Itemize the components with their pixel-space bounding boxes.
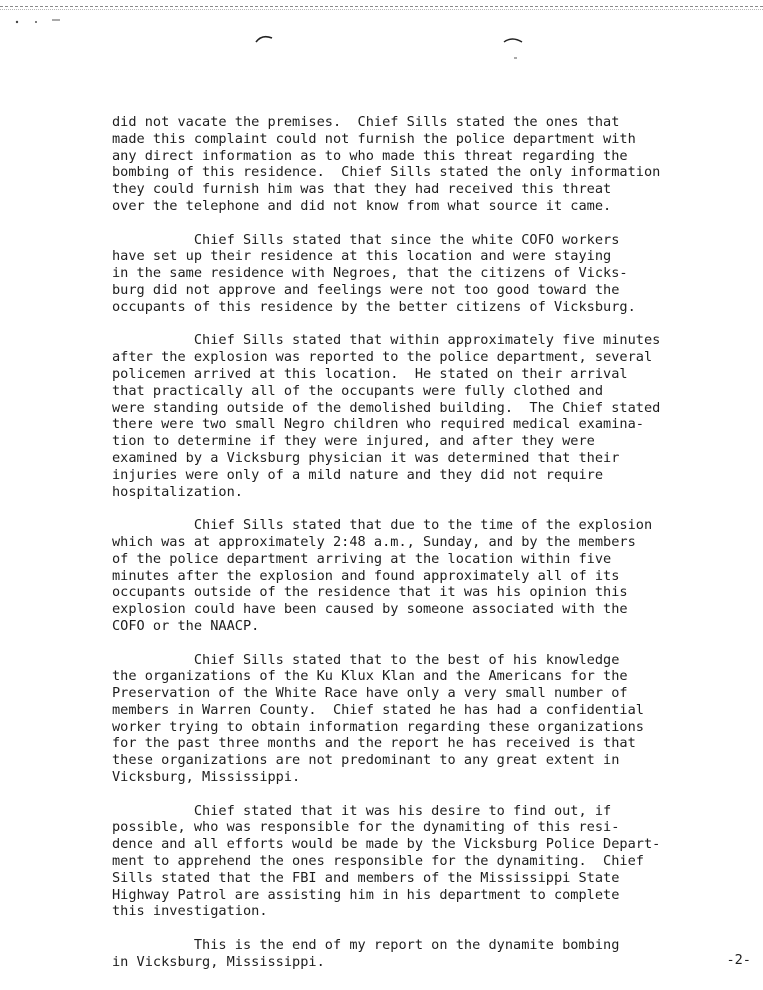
- text-line: bombing of this residence. Chief Sills stated the only information: [112, 164, 661, 181]
- text-line: Highway Patrol are assisting him in his department to complete: [112, 886, 620, 903]
- text-line: occupants of this residence by the better citizens of Vicksburg.: [112, 298, 636, 315]
- text-line: which was at approximately 2:48 a.m., Sunday, and by the members: [112, 533, 636, 550]
- text-line: in Vicksburg, Mississippi.: [112, 953, 325, 970]
- text-line: made this complaint could not furnish the police department with: [112, 130, 636, 147]
- paragraph: [112, 517, 732, 635]
- text-line: dence and all efforts would be made by the Vicksburg Police Depart-: [112, 836, 661, 853]
- text-line: injuries were only of a mild nature and they did not require: [112, 466, 604, 483]
- text-line: the organizations of the Ku Klux Klan and the Americans for the: [112, 668, 628, 685]
- text-line: any direct information as to who made this threat regarding the: [112, 147, 628, 164]
- text-line: Chief Sills stated that since the white COFO workers: [112, 231, 620, 248]
- text-line: in the same residence with Negroes, that the citizens of Vicks-: [112, 265, 628, 282]
- text-line: Preservation of the White Race have only a very small number of: [112, 685, 628, 702]
- text-line: policemen arrived at this location. He stated on their arrival: [112, 365, 628, 382]
- text-line: explosion could have been caused by someone associated with the: [112, 601, 628, 618]
- text-line: COFO or the NAACP.: [112, 617, 260, 634]
- paragraph: [112, 652, 732, 786]
- text-line: were standing outside of the demolished building. The Chief stated: [112, 399, 661, 416]
- text-line: after the explosion was reported to the police department, several: [112, 349, 653, 366]
- top-scan-rule-secondary: [0, 9, 763, 10]
- paragraph: [112, 803, 732, 921]
- text-line: that practically all of the occupants were fully clothed and: [112, 382, 604, 399]
- scan-mark-center-left: [254, 32, 276, 44]
- text-line: Vicksburg, Mississippi.: [112, 769, 301, 786]
- text-line: over the telephone and did not know from what source it came.: [112, 197, 612, 214]
- text-line: tion to determine if they were injured, and after they were: [112, 433, 595, 450]
- text-line: members in Warren County. Chief stated he has had a confidential: [112, 701, 644, 718]
- text-line: these organizations are not predominant to any great extent in: [112, 752, 620, 769]
- text-line: worker trying to obtain information regarding these organizations: [112, 718, 644, 735]
- text-line: did not vacate the premises. Chief Sills stated the ones that: [112, 114, 620, 130]
- report-body: [112, 114, 732, 987]
- text-line: hospitalization.: [112, 483, 243, 500]
- text-line: Chief stated that it was his desire to find out, if: [112, 802, 612, 819]
- text-line: ment to apprehend the ones responsible for the dynamiting. Chief: [112, 853, 644, 870]
- text-line: they could furnish him was that they had received this threat: [112, 181, 612, 198]
- text-line: have set up their residence at this location and were staying: [112, 248, 612, 265]
- text-line: Chief Sills stated that within approximately five minutes: [112, 332, 661, 349]
- text-line: Chief Sills stated that due to the time of the explosion: [112, 517, 653, 534]
- text-line: there were two small Negro children who required medical examina-: [112, 416, 644, 433]
- text-line: burg did not approve and feelings were not too good toward the: [112, 281, 620, 298]
- text-line: possible, who was responsible for the dynamiting of this resi-: [112, 819, 620, 836]
- scan-mark-center-right: [502, 34, 526, 62]
- paragraph: [112, 937, 732, 971]
- text-line: This is the end of my report on the dynamite bombing: [112, 937, 620, 954]
- scan-mark-left: [14, 14, 64, 26]
- text-line: for the past three months and the report he has received is that: [112, 735, 636, 752]
- text-line: examined by a Vicksburg physician it was determined that their: [112, 449, 620, 466]
- paragraph: [112, 232, 732, 316]
- text-line: of the police department arriving at the location within five: [112, 550, 612, 567]
- text-line: Sills stated that the FBI and members of the Mississippi State: [112, 869, 620, 886]
- text-line: this investigation.: [112, 903, 268, 920]
- text-line: Chief Sills stated that to the best of his knowledge: [112, 651, 620, 668]
- text-line: minutes after the explosion and found approximately all of its: [112, 567, 620, 584]
- paragraph: [112, 114, 732, 215]
- paragraph: [112, 332, 732, 500]
- text-line: occupants outside of the residence that it was his opinion this: [112, 584, 628, 601]
- page-number: -2-: [726, 952, 751, 968]
- top-scan-rule: [0, 6, 763, 7]
